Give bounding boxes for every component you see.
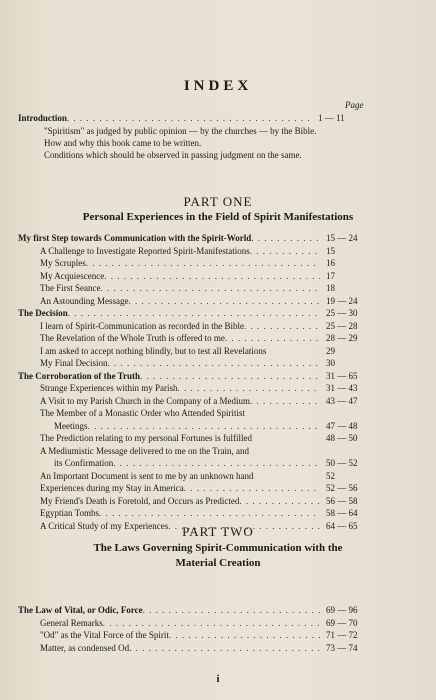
- subsection-entry: [18, 245, 396, 258]
- entry-pages: 28 — 29: [326, 333, 358, 343]
- leader-dots: [177, 382, 320, 395]
- entry-pages: 73 — 74: [326, 642, 358, 653]
- entry-title: The Corroboration of the Truth: [18, 370, 141, 381]
- entry-title: General Remarks: [40, 617, 103, 628]
- entry-pages: 56 — 58: [326, 495, 358, 506]
- leader-dots: [103, 617, 320, 630]
- entry-pages: 43 — 47: [326, 395, 358, 406]
- entry-pages: 15 — 24: [326, 233, 358, 243]
- section-entry: [18, 307, 396, 320]
- page-column-header: Page: [345, 100, 364, 110]
- subsection-entry: [18, 282, 396, 295]
- introduction-line: Conditions which should be observed in passing judgment on the same.: [44, 150, 302, 160]
- subsection-entry: [18, 420, 396, 433]
- entry-title: Meetings: [54, 420, 88, 431]
- subsection-entry: [18, 395, 396, 408]
- part-two-subtitle-line: The Laws Governing Spirit-Communication with the: [93, 542, 343, 554]
- entry-title: My Scruples: [40, 258, 86, 268]
- subsection-entry: [18, 642, 396, 655]
- entry-pages: 48 — 50: [326, 433, 358, 443]
- entry-title: Matter, as condensed Od: [40, 642, 130, 653]
- section-entry: [18, 370, 396, 383]
- subsection-entry: [18, 445, 396, 458]
- entry-title: The Member of a Monastic Order who Attended Spiritist: [40, 408, 245, 418]
- entry-title: "Od" as the Vital Force of the Spirit: [40, 630, 169, 640]
- part-two-heading: PART TWO: [182, 524, 254, 539]
- entry-title: A Mediumistic Message delivered to me on the Train, and: [40, 445, 249, 456]
- entry-title: Experiences during my Stay in America: [40, 483, 184, 493]
- leader-dots: [143, 604, 320, 617]
- leader-dots: [67, 113, 312, 123]
- entry-title: The First Seance: [40, 283, 101, 293]
- leader-dots: [86, 257, 320, 270]
- subsection-entry: [18, 482, 396, 495]
- introduction-line: How and why this book came to be written.: [44, 138, 202, 148]
- entry-title: My Acquiescence: [40, 270, 105, 281]
- leader-dots: [68, 307, 320, 320]
- subsection-entry: [18, 407, 396, 420]
- entry-title: The Decision: [18, 308, 68, 318]
- entry-title: A Critical Study of my Experiences: [40, 520, 169, 531]
- subsection-entry: [18, 382, 396, 395]
- part-two-contents: [18, 604, 396, 654]
- entry-pages: 52: [326, 470, 335, 481]
- part-two-subtitle-line: Material Creation: [175, 557, 261, 569]
- entry-pages: 17: [326, 270, 335, 281]
- entry-title: A Challenge to Investigate Reported Spirit-Manifestations: [40, 245, 250, 256]
- subsection-entry: [18, 270, 396, 283]
- entry-title: A Visit to my Parish Church in the Company of a Medium: [40, 395, 251, 406]
- leader-dots: [99, 507, 320, 520]
- leader-dots: [239, 495, 320, 508]
- entry-pages: 31 — 43: [326, 383, 358, 393]
- entry-pages: 18: [326, 283, 335, 293]
- entry-title: An Astounding Message: [40, 295, 129, 306]
- part-two-subtitle: [20, 541, 416, 571]
- entry-title: An Important Document is sent to me by an unknown hand: [40, 470, 254, 481]
- subsection-entry: [18, 432, 396, 445]
- introduction-entry: [18, 113, 388, 123]
- subsection-entry: [18, 257, 396, 270]
- part-one-subtitle: Personal Experiences in the Field of Spirit Manifestations: [82, 211, 354, 223]
- entry-pages: 64 — 65: [326, 520, 358, 531]
- entry-title: Strange Experiences within my Parish: [40, 383, 178, 393]
- leader-dots: [113, 457, 320, 470]
- section-entry: [18, 232, 396, 245]
- leader-dots: [169, 629, 320, 642]
- leader-dots: [250, 245, 320, 258]
- page-number: i: [216, 673, 220, 685]
- leader-dots: [108, 357, 321, 370]
- subsection-entry: [18, 332, 396, 345]
- leader-dots: [140, 370, 320, 383]
- entry-title: My Final Decision: [40, 358, 108, 368]
- introduction-label: Introduction: [18, 113, 67, 123]
- subsection-entry: [18, 495, 396, 508]
- entry-pages: 25 — 28: [326, 320, 358, 331]
- entry-pages: 15: [326, 245, 335, 256]
- subsection-entry: [18, 629, 396, 642]
- leader-dots: [104, 270, 320, 283]
- leader-dots: [129, 295, 321, 308]
- part-one-heading: PART ONE: [183, 194, 253, 209]
- entry-title: Egyptian Tombs: [40, 508, 99, 518]
- leader-dots: [244, 320, 320, 333]
- subsection-entry: [18, 507, 396, 520]
- page-title: INDEX: [183, 78, 253, 94]
- entry-pages: 19 — 24: [326, 295, 358, 306]
- subsection-entry: [18, 457, 396, 470]
- leader-dots: [250, 395, 320, 408]
- part-one-contents: [18, 232, 396, 532]
- entry-title: its Confirmation: [54, 458, 114, 468]
- entry-title: My Friend's Death is Foretold, and Occurs as Predicted: [40, 495, 240, 506]
- subsection-entry: [18, 357, 396, 370]
- entry-pages: 52 — 56: [326, 483, 358, 493]
- entry-pages: 16: [326, 258, 335, 268]
- entry-title: The Prediction relating to my personal Fortunes is fulfilled: [40, 433, 252, 443]
- entry-title: I am asked to accept nothing blindly, but to test all Revelations: [40, 345, 267, 356]
- entry-pages: 29: [326, 345, 335, 356]
- leader-dots: [88, 420, 321, 433]
- entry-pages: 31 — 65: [326, 370, 358, 381]
- subsection-entry: [18, 470, 396, 483]
- leader-dots: [129, 642, 320, 655]
- section-entry: [18, 604, 396, 617]
- subsection-entry: [18, 295, 396, 308]
- leader-dots: [251, 232, 320, 245]
- subsection-entry: [18, 320, 396, 333]
- entry-title: My first Step towards Communication with the Spirit-World: [18, 233, 252, 243]
- introduction-line: "Spiritism" as judged by public opinion — by the churches — by the Bible.: [44, 126, 317, 136]
- entry-pages: 47 — 48: [326, 420, 358, 431]
- subsection-entry: [18, 345, 396, 358]
- entry-pages: 69 — 96: [326, 605, 358, 615]
- entry-pages: 30: [326, 358, 335, 368]
- leader-dots: [184, 482, 320, 495]
- entry-title: I learn of Spirit-Communication as recorded in the Bible: [40, 320, 244, 331]
- entry-pages: 69 — 70: [326, 617, 358, 628]
- entry-pages: 50 — 52: [326, 458, 358, 468]
- entry-pages: 71 — 72: [326, 630, 358, 640]
- entry-pages: 25 — 30: [326, 308, 358, 318]
- introduction-pages: 1 — 11: [318, 113, 345, 123]
- entry-title: The Law of Vital, or Odic, Force: [18, 605, 143, 615]
- entry-pages: 58 — 64: [326, 508, 358, 518]
- introduction-description: [44, 125, 362, 161]
- entry-title: The Revelation of the Whole Truth is offered to me: [40, 333, 225, 343]
- subsection-entry: [18, 617, 396, 630]
- leader-dots: [100, 282, 320, 295]
- leader-dots: [225, 332, 320, 345]
